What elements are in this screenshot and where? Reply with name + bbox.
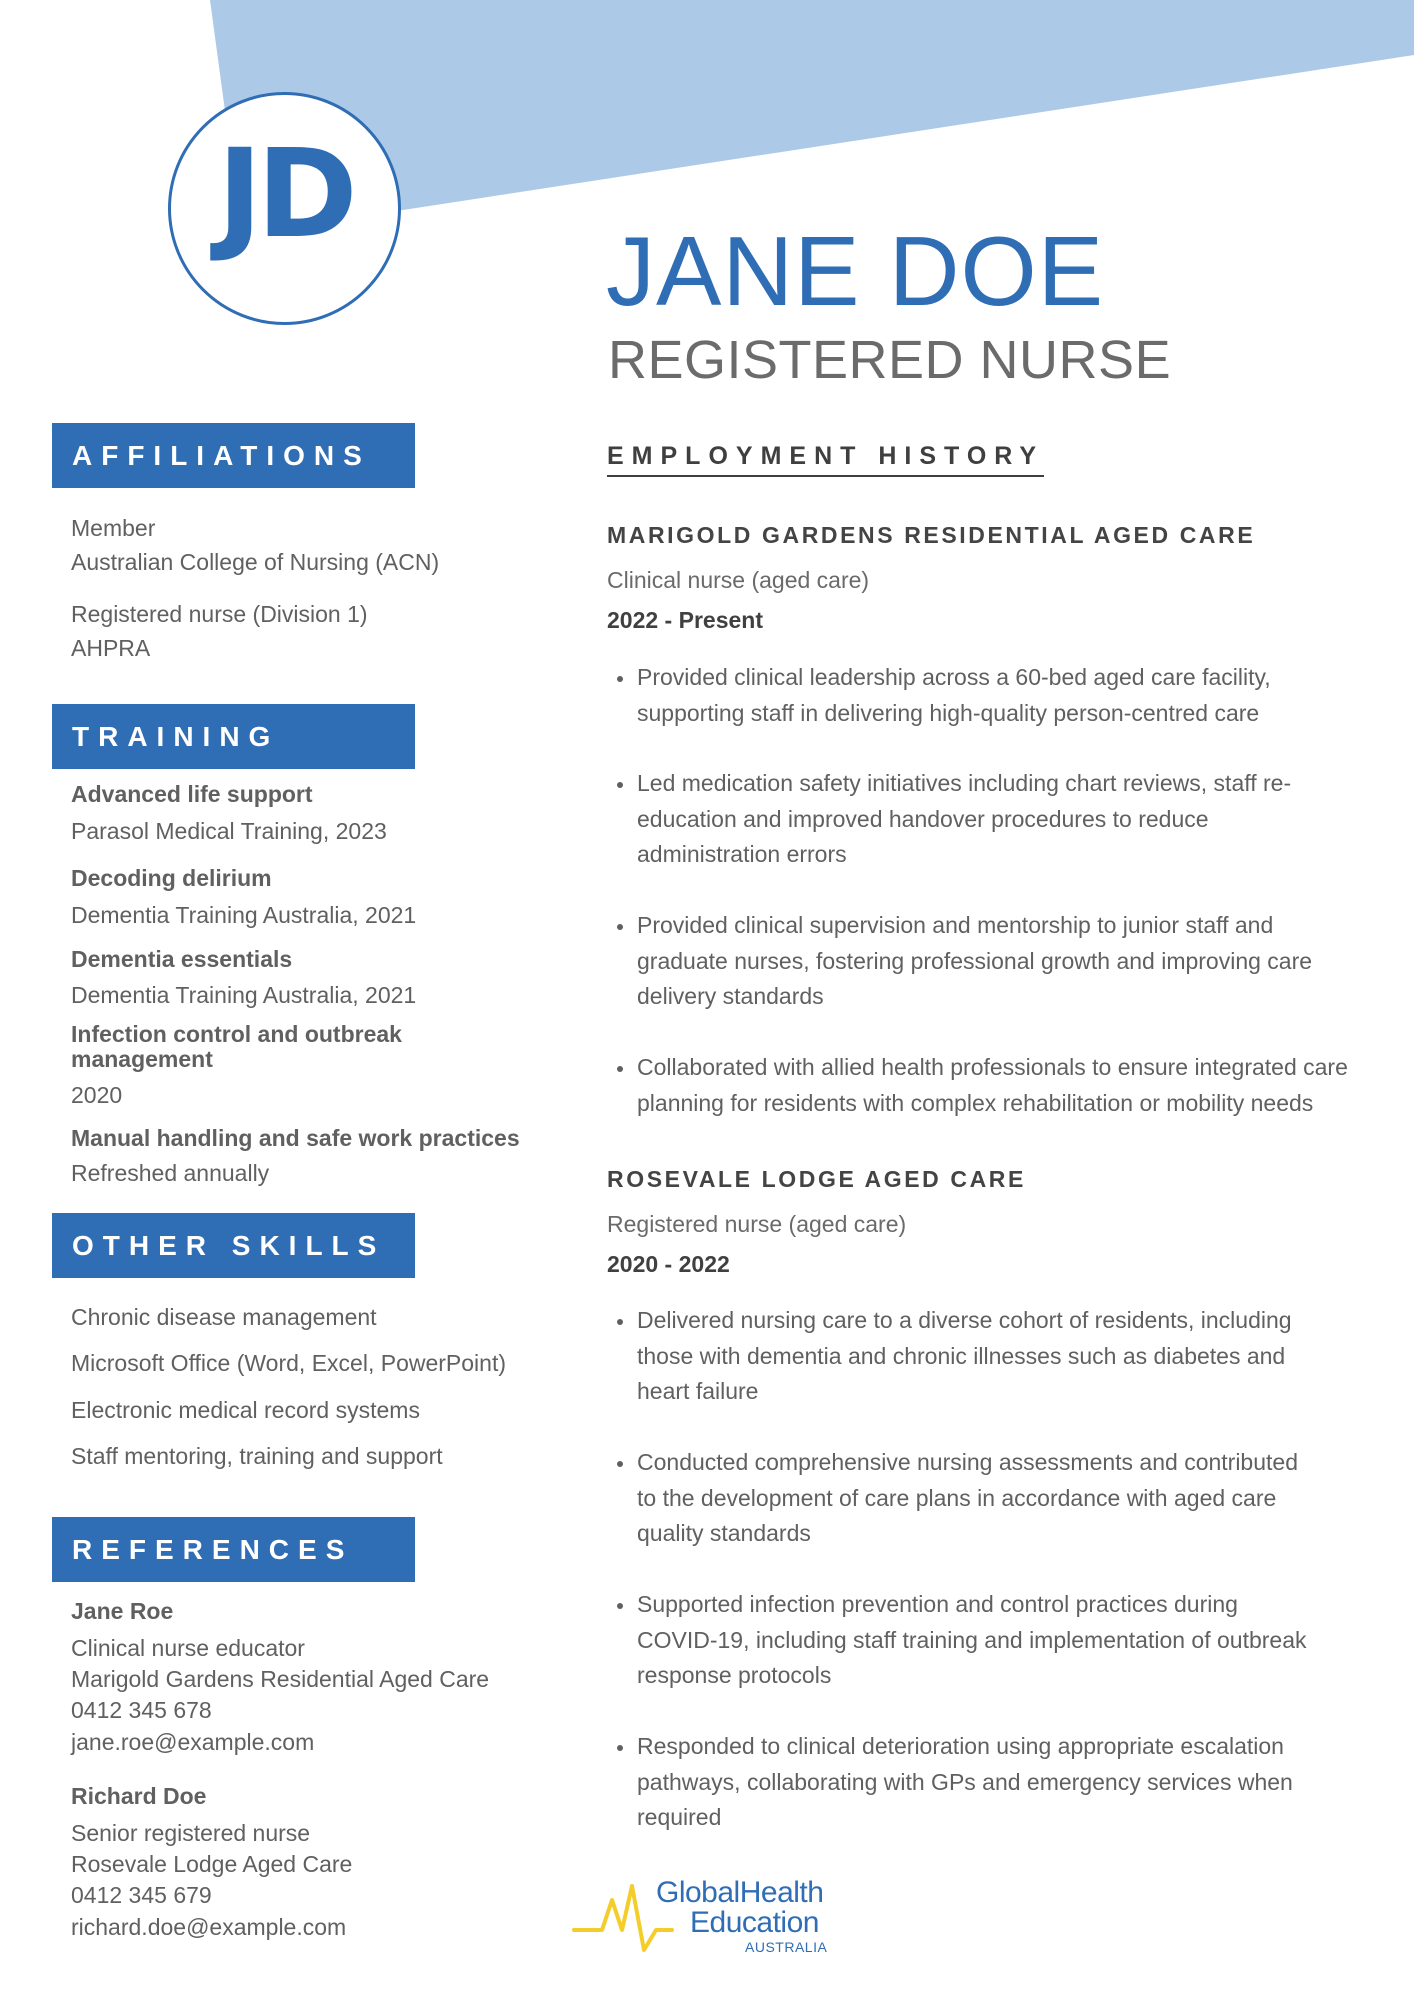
logo-text-line2: Education (690, 1906, 819, 1939)
reference-email: richard.doe@example.com (71, 1914, 347, 1940)
training-name: Manual handling and safe work practices (71, 1125, 520, 1151)
bullet-line: supporting staff in delivering high-quality person-centred care (637, 699, 1260, 726)
reference-name: Richard Doe (71, 1783, 207, 1809)
job-role: Clinical nurse (aged care) (607, 567, 870, 593)
logo-text-line3: AUSTRALIA (745, 1939, 828, 1955)
affiliations-heading: AFFILIATIONS (52, 423, 415, 488)
training-name: management (71, 1046, 213, 1072)
bullet-line: Led medication safety initiatives including chart reviews, staff re- (637, 770, 1292, 796)
bullet-line: Supported infection prevention and control practices during (637, 1591, 1238, 1617)
job-bullet (637, 766, 1377, 873)
reference-phone: 0412 345 679 (71, 1882, 212, 1908)
training-detail: Refreshed annually (71, 1160, 270, 1186)
job-bullet (637, 1050, 1377, 1121)
bullet-line: Delivered nursing care to a diverse cohort of residents, including (637, 1307, 1292, 1333)
job-bullet (637, 660, 1377, 731)
logo-text-line1: GlobalHealth (656, 1876, 824, 1909)
job-bullet (637, 1445, 1377, 1552)
training-detail: Dementia Training Australia, 2021 (71, 982, 417, 1008)
skill-item: Microsoft Office (Word, Excel, PowerPoint) (71, 1350, 507, 1376)
training-name: Advanced life support (71, 781, 313, 807)
other-skills-heading: OTHER SKILLS (52, 1213, 415, 1278)
monogram-initials: JD (217, 123, 352, 265)
affiliation-line: Registered nurse (Division 1) (71, 601, 368, 627)
job-bullet (637, 908, 1377, 1015)
job-dates: 2022 - Present (607, 607, 763, 633)
training-detail: Parasol Medical Training, 2023 (71, 818, 387, 844)
bullet-line: response protocols (637, 1662, 832, 1688)
training-name: Infection control and outbreak (71, 1021, 402, 1047)
bullet-line: to the development of care plans in accordance with aged care (637, 1484, 1277, 1511)
training-name: Decoding delirium (71, 865, 272, 891)
monogram-circle (168, 92, 401, 325)
bullet-line: heart failure (637, 1378, 759, 1404)
job-role: Registered nurse (aged care) (607, 1211, 907, 1237)
job-company: ROSEVALE LODGE AGED CARE (607, 1166, 1026, 1192)
bullet-line: COVID-19, including staff training and implementation of outbreak (637, 1626, 1307, 1653)
employment-history-heading: EMPLOYMENT HISTORY (607, 441, 1044, 477)
bullet-line: education and improved handover procedures to reduce (637, 805, 1209, 832)
bullet-line: administration errors (637, 841, 847, 867)
bullet-line: Responded to clinical deterioration using appropriate escalation (637, 1733, 1284, 1759)
training-heading: TRAINING (52, 704, 415, 769)
reference-role: Clinical nurse educator (71, 1635, 305, 1661)
bullet-line: delivery standards (637, 983, 824, 1009)
affiliation-line: AHPRA (71, 635, 151, 661)
global-health-education-logo (572, 1878, 852, 1958)
training-detail: Dementia Training Australia, 2021 (71, 902, 417, 928)
bullet-line: required (637, 1804, 722, 1830)
bullet-line: those with dementia and chronic illnesses such as diabetes and (637, 1342, 1286, 1369)
bullet-line: graduate nurses, fostering professional growth and improving care (637, 947, 1313, 974)
training-name: Dementia essentials (71, 946, 293, 972)
references-heading: REFERENCES (52, 1517, 415, 1582)
reference-role: Senior registered nurse (71, 1820, 311, 1846)
reference-email: jane.roe@example.com (71, 1729, 315, 1755)
job-company: MARIGOLD GARDENS RESIDENTIAL AGED CARE (607, 522, 1256, 548)
bullet-line: quality standards (637, 1520, 811, 1546)
affiliation-line: Australian College of Nursing (ACN) (71, 549, 440, 575)
bullet-line: Conducted comprehensive nursing assessments and contributed (637, 1449, 1298, 1475)
job-bullet (637, 1729, 1377, 1836)
bullet-line: pathways, collaborating with GPs and emergency services when (637, 1768, 1293, 1795)
affiliation-line: Member (71, 515, 156, 541)
bullet-line: planning for residents with complex rehabilitation or mobility needs (637, 1089, 1314, 1116)
reference-org: Marigold Gardens Residential Aged Care (71, 1666, 490, 1692)
skill-item: Electronic medical record systems (71, 1397, 420, 1423)
reference-phone: 0412 345 678 (71, 1697, 212, 1723)
bullet-line: Provided clinical leadership across a 60-bed aged care facility, (637, 664, 1271, 690)
skill-item: Staff mentoring, training and support (71, 1443, 443, 1469)
reference-org: Rosevale Lodge Aged Care (71, 1851, 353, 1877)
bullet-line: Provided clinical supervision and mentorship to junior staff and (637, 912, 1274, 938)
reference-name: Jane Roe (71, 1598, 174, 1624)
job-bullet (637, 1587, 1377, 1694)
skill-item: Chronic disease management (71, 1304, 377, 1330)
candidate-title: REGISTERED NURSE (608, 330, 1172, 390)
training-detail: 2020 (71, 1082, 123, 1108)
job-bullet (637, 1303, 1377, 1410)
job-dates: 2020 - 2022 (607, 1251, 730, 1277)
candidate-name: JANE DOE (606, 216, 1105, 326)
bullet-line: Collaborated with allied health professionals to ensure integrated care (637, 1054, 1348, 1080)
